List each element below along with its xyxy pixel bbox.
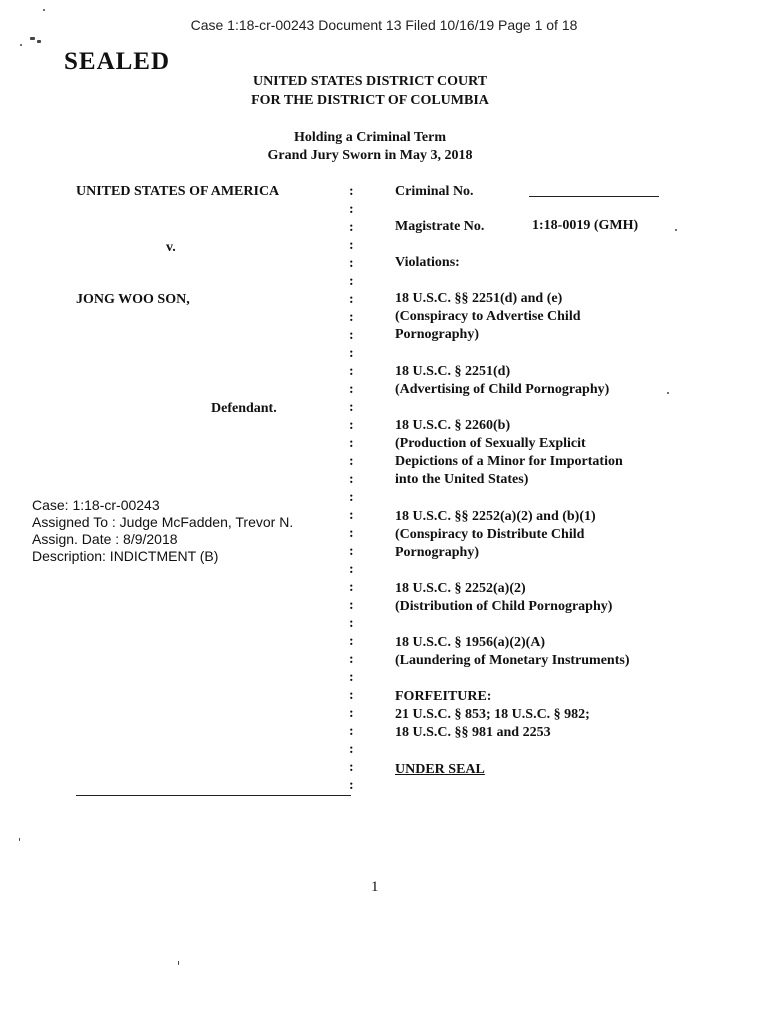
caption-colon: :	[349, 238, 354, 253]
caption-colon: :	[349, 184, 354, 199]
violation-1-line: Pornography)	[395, 327, 479, 342]
caption-colon: :	[349, 418, 354, 433]
violation-3-line: (Production of Sexually Explicit	[395, 436, 586, 451]
caption-colon: :	[349, 346, 354, 361]
violation-5	[395, 580, 612, 616]
defendant-name: JONG WOO SON,	[76, 292, 190, 307]
caption-colon: :	[349, 256, 354, 271]
case-stamp	[32, 497, 293, 565]
violation-6	[395, 634, 630, 670]
versus-label: v.	[166, 240, 176, 255]
caption-colon: :	[349, 598, 354, 613]
assign-date: Assign. Date : 8/9/2018	[32, 531, 178, 547]
sealed-stamp: SEALED	[64, 48, 171, 75]
violation-6-line: 18 U.S.C. § 1956(a)(2)(A)	[395, 635, 546, 650]
scan-speck	[20, 44, 22, 46]
criminal-no-label: Criminal No.	[395, 184, 474, 199]
caption-colon: :	[349, 670, 354, 685]
forfeiture-line: 18 U.S.C. §§ 981 and 2253	[395, 725, 551, 740]
violations-label: Violations:	[395, 255, 460, 270]
scan-speck	[19, 838, 20, 841]
caption-colon: :	[349, 292, 354, 307]
violation-3-line: 18 U.S.C. § 2260(b)	[395, 418, 511, 433]
scan-speck	[667, 392, 669, 394]
caption-colon: :	[349, 760, 354, 775]
forfeiture-line: 21 U.S.C. § 853; 18 U.S.C. § 982;	[395, 707, 590, 722]
court-name: UNITED STATES DISTRICT COURT	[252, 74, 488, 89]
magistrate-number: 1:18-0019 (GMH)	[532, 218, 639, 233]
caption-colon: :	[349, 274, 354, 289]
grand-jury-line: Grand Jury Sworn in May 3, 2018	[267, 148, 473, 163]
violation-4-line: (Conspiracy to Distribute Child	[395, 527, 585, 542]
caption-colon: :	[349, 202, 354, 217]
defendant-label: Defendant.	[211, 401, 277, 416]
court-district: FOR THE DISTRICT OF COLUMBIA	[251, 93, 489, 108]
caption-colon: :	[349, 778, 354, 793]
plaintiff-name: UNITED STATES OF AMERICA	[76, 184, 280, 199]
caption-colon: :	[349, 436, 354, 451]
caption-colon: :	[349, 328, 354, 343]
filing-header: Case 1:18-cr-00243 Document 13 Filed 10/16/19 Page 1 of 18	[190, 17, 578, 33]
caption-colon: :	[349, 364, 354, 379]
caption-colon: :	[349, 382, 354, 397]
violation-1-line: 18 U.S.C. §§ 2251(d) and (e)	[395, 291, 563, 306]
caption-colon: :	[349, 490, 354, 505]
caption-colon: :	[349, 706, 354, 721]
case-number: Case: 1:18-cr-00243	[32, 497, 160, 513]
violation-4-line: Pornography)	[395, 545, 479, 560]
scan-speck	[43, 9, 45, 11]
case-description: Description: INDICTMENT (B)	[32, 548, 219, 564]
caption-colon: :	[349, 508, 354, 523]
caption-colon: :	[349, 634, 354, 649]
caption-rule	[76, 795, 351, 796]
term-line: Holding a Criminal Term	[293, 130, 447, 145]
violation-1	[395, 290, 581, 344]
scan-speck	[37, 40, 41, 43]
violation-1-line: (Conspiracy to Advertise Child	[395, 309, 581, 324]
caption-colon: :	[349, 220, 354, 235]
caption-colon: :	[349, 724, 354, 739]
caption-colon: :	[349, 580, 354, 595]
scan-speck	[675, 229, 677, 231]
caption-colon: :	[349, 616, 354, 631]
violation-3-line: Depictions of a Minor for Importation	[395, 454, 623, 469]
caption-colon: :	[349, 310, 354, 325]
caption-colon: :	[349, 688, 354, 703]
violation-2-line: (Advertising of Child Pornography)	[395, 382, 610, 397]
page-number: 1	[371, 879, 379, 895]
caption-colon: :	[349, 652, 354, 667]
criminal-no-blank	[529, 196, 659, 197]
caption-colon: :	[349, 400, 354, 415]
violation-3-line: into the United States)	[395, 472, 529, 487]
violation-5-line: (Distribution of Child Pornography)	[395, 599, 613, 614]
scan-speck	[30, 37, 35, 40]
caption-colon: :	[349, 742, 354, 757]
caption-colon: :	[349, 454, 354, 469]
violation-2-line: 18 U.S.C. § 2251(d)	[395, 364, 511, 379]
forfeiture-label: FORFEITURE:	[395, 689, 492, 704]
caption-colon: :	[349, 526, 354, 541]
violation-2	[395, 363, 609, 399]
forfeiture-block	[395, 688, 590, 742]
violation-3	[395, 417, 623, 489]
caption-colon: :	[349, 544, 354, 559]
under-seal-label: UNDER SEAL	[395, 762, 485, 777]
violation-4	[395, 508, 596, 562]
magistrate-label: Magistrate No.	[395, 219, 485, 234]
violation-4-line: 18 U.S.C. §§ 2252(a)(2) and (b)(1)	[395, 509, 596, 524]
caption-colon: :	[349, 472, 354, 487]
violation-5-line: 18 U.S.C. § 2252(a)(2)	[395, 581, 526, 596]
scan-speck	[178, 961, 179, 965]
assigned-judge: Assigned To : Judge McFadden, Trevor N.	[32, 514, 294, 530]
violation-6-line: (Laundering of Monetary Instruments)	[395, 653, 630, 668]
caption-colon: :	[349, 562, 354, 577]
